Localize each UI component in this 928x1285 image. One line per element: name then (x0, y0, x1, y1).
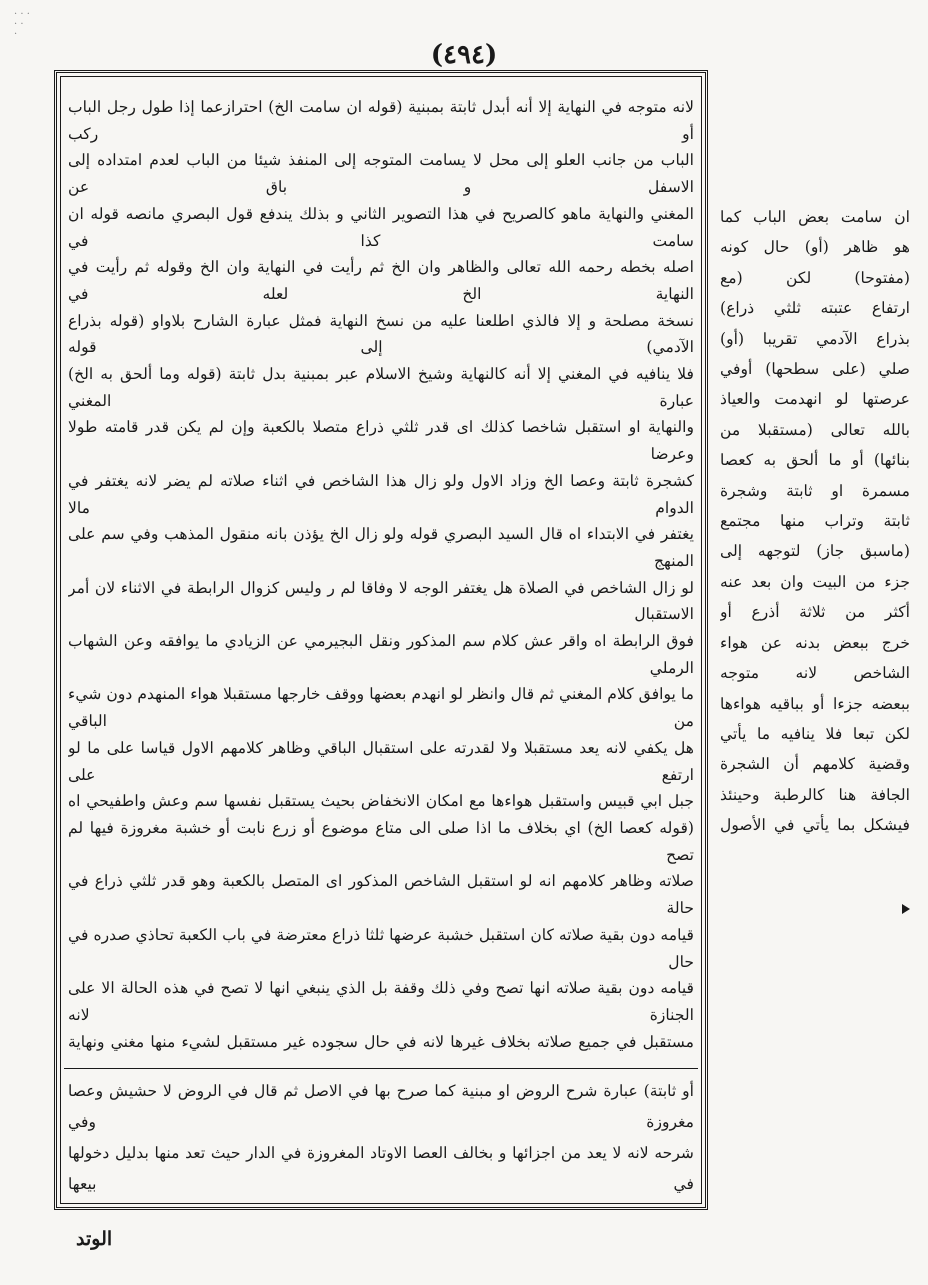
text-line: فوق الرابطة اه واقر عش كلام سم المذكور ونقل البجيرمي عن الزيادي ما يوافقه وعن الشهاب الرملي (68, 632, 694, 677)
margin-line: بالله تعالى (مستقبلا من (720, 420, 910, 439)
footnote-separator (64, 1068, 698, 1069)
margin-line: ان سامت بعض الباب كما (720, 208, 910, 226)
text-line: مستقبل في جميع صلاته بخلاف غيرها لانه في حال سجوده غير مستقبل لشيء منها مغني ونهاية (68, 1032, 694, 1051)
text-line: جبل ابي قبيس واستقبل هواءها مع امكان الانخفاض بحيث يستقبل نفسها سم وعش واطفيحي اه (68, 792, 694, 811)
margin-line: ببعضه جزءا أو بباقيه هواءها (720, 694, 910, 713)
edge-arrow-mark (902, 904, 910, 914)
text-line: قيامه دون بقية صلاته انها تصح وفي ذلك وقفة بل الذي ينبغي انها لا تصح في هذه الحالة الا على الجنازة لانه (68, 979, 694, 1024)
margin-line: صلي (على سطحها) أوفي (720, 360, 910, 379)
margin-line: بذراع الآدمي تقريبا (أو) (720, 329, 910, 348)
margin-line: خرج ببعض بدنه عن هواء (720, 633, 910, 652)
margin-line: جزء من البيت وان بعد عنه (720, 572, 910, 591)
margin-line (720, 841, 910, 842)
text-line: الباب من جانب العلو إلى محل لا يسامت المتوجه إلى المنفذ شيئا من الباب لعدم امتداده إلى الاسفل و باق عن (68, 151, 694, 197)
text-line: ما يوافق كلام المغني ثم قال وانظر لو انهدم بعضها ووقف خارجها مستقبلا هواء المنهدم دون شيء من الباقي (68, 685, 694, 731)
text-line: قيامه دون بقية صلاته كان استقبل خشبة عرضها ثلثا ذراع معترضة في باب الكعبة تحاذي صدره في حال (68, 925, 694, 971)
text-line: اصله بخطه رحمه الله تعالى والظاهر وان الخ ثم رأيت في النهاية وان الخ وقوله ثم رأيت في النهاية الخ لعله في (68, 258, 694, 303)
text-line: كشجرة ثابتة وعصا الخ وزاد الاول ولو زال هذا الشاخص في اثناء صلاته لم يضر لانه يغتفر في الدوام مالا (68, 471, 694, 517)
text-line: هل يكفي لانه يعد مستقبلا ولا لقدرته على استقبال الباقي وظاهر كلامهم الاول قياسا على ما لو ارتفع على (68, 738, 694, 784)
margin-line: عرصتها لو انهدمت والعياذ (720, 390, 910, 409)
footnote-line: أو ثابتة) عبارة شرح الروض او مبنية كما صرح بها في الاصل ثم قال في الروض لا حشيش وعصا مغروزة وفي (68, 1082, 694, 1131)
commentary-text (68, 94, 694, 1054)
footnote-text (68, 1076, 694, 1204)
margin-line: ارتفاع عتبته ثلثي ذراع) (720, 299, 910, 318)
margin-line: ثابتة وتراب منها مجتمع (720, 512, 910, 531)
text-line: فلا ينافيه في المغني إلا أنه كالنهاية وشيخ الاسلام عبر بمبنية بدل ثابتة (قوله وما ألحق به الخ) عبارة المغني (68, 365, 694, 410)
margin-line: بنائها) أو ما ألحق به كعصا (720, 451, 910, 470)
margin-line: الشاخص لانه متوجه (720, 664, 910, 683)
margin-line: أكثر من ثلاثة أذرع أو (720, 603, 910, 622)
margin-line: وقضية كلامهم أن الشجرة (720, 755, 910, 774)
text-line: صلاته وظاهر كلامهم انه لو استقبل الشاخص المذكور اى المتصل بالكعبة وهو قدر ثلثي ذراع في حالة (68, 872, 694, 918)
text-line: يغتفر في الابتداء اه قال السيد البصري قوله ولو زال الخ يؤذن بانه منقول المذهب وفي سم على المنهج (68, 525, 694, 570)
footnote-line (68, 1200, 694, 1204)
catchword: الوتد (76, 1228, 113, 1250)
scan-speckles: · · · · · · (14, 9, 30, 40)
text-line: (قوله كعصا الخ) اي بخلاف ما اذا صلى الى متاع موضوع أو زرع نابت أو خشبة مغروزة فيها لم تصح (68, 818, 694, 864)
margin-line: مسمرة او ثابتة وشجرة (720, 481, 910, 500)
margin-line: لكن تبعا فلا ينافيه ما يأتي (720, 724, 910, 743)
footnote-line: شرحه لانه لا يعد من اجزائها و بخالف العصا الاوتاد المغروزة في الدار حيث تعد منها بدليل دخولها في بيعها (68, 1144, 694, 1193)
margin-line: (ماسبق جاز) لتوجهه إلى (720, 542, 910, 561)
text-line: نسخة مصلحة و إلا فالذي اطلعنا عليه من نسخ النهاية فمثل عبارة الشارح بلاواو (قوله بذراع الآدمي) إلى قوله (68, 311, 694, 357)
text-line: والنهاية او استقبل شاخصا كذلك اى قدر ثلثي ذراع متصلا بالكعبة وإن لم يكن قدر قامته طولا وعرضا (68, 418, 694, 464)
page-number: (٤٩٤) (430, 40, 498, 70)
margin-line: الجافة هنا كالرطبة وحينئذ (720, 785, 910, 804)
margin-matn-text (720, 202, 910, 842)
margin-line: هو ظاهر (أو) حال كونه (720, 238, 910, 257)
text-line: المغني والنهاية ماهو كالصريح في هذا التصوير الثاني و بذلك يندفع قول البصري مانصه قوله ان سامت كذا في (68, 204, 694, 250)
margin-line: فيشكل بما يأتي في الأصول (720, 816, 910, 835)
text-line: لانه متوجه في النهاية إلا أنه أبدل ثابتة بمبنية (قوله ان سامت الخ) احترازعما إذا طول رجل الباب أو ركب (68, 98, 694, 143)
margin-line: (مفتوحا) لكن (مع (720, 268, 910, 287)
text-line: لو زال الشاخص في الصلاة هل يغتفر الوجه لا وفاقا لم ر وليس كزوال الرابطة في الاثناء لان أمر الاستقبال (68, 578, 694, 624)
